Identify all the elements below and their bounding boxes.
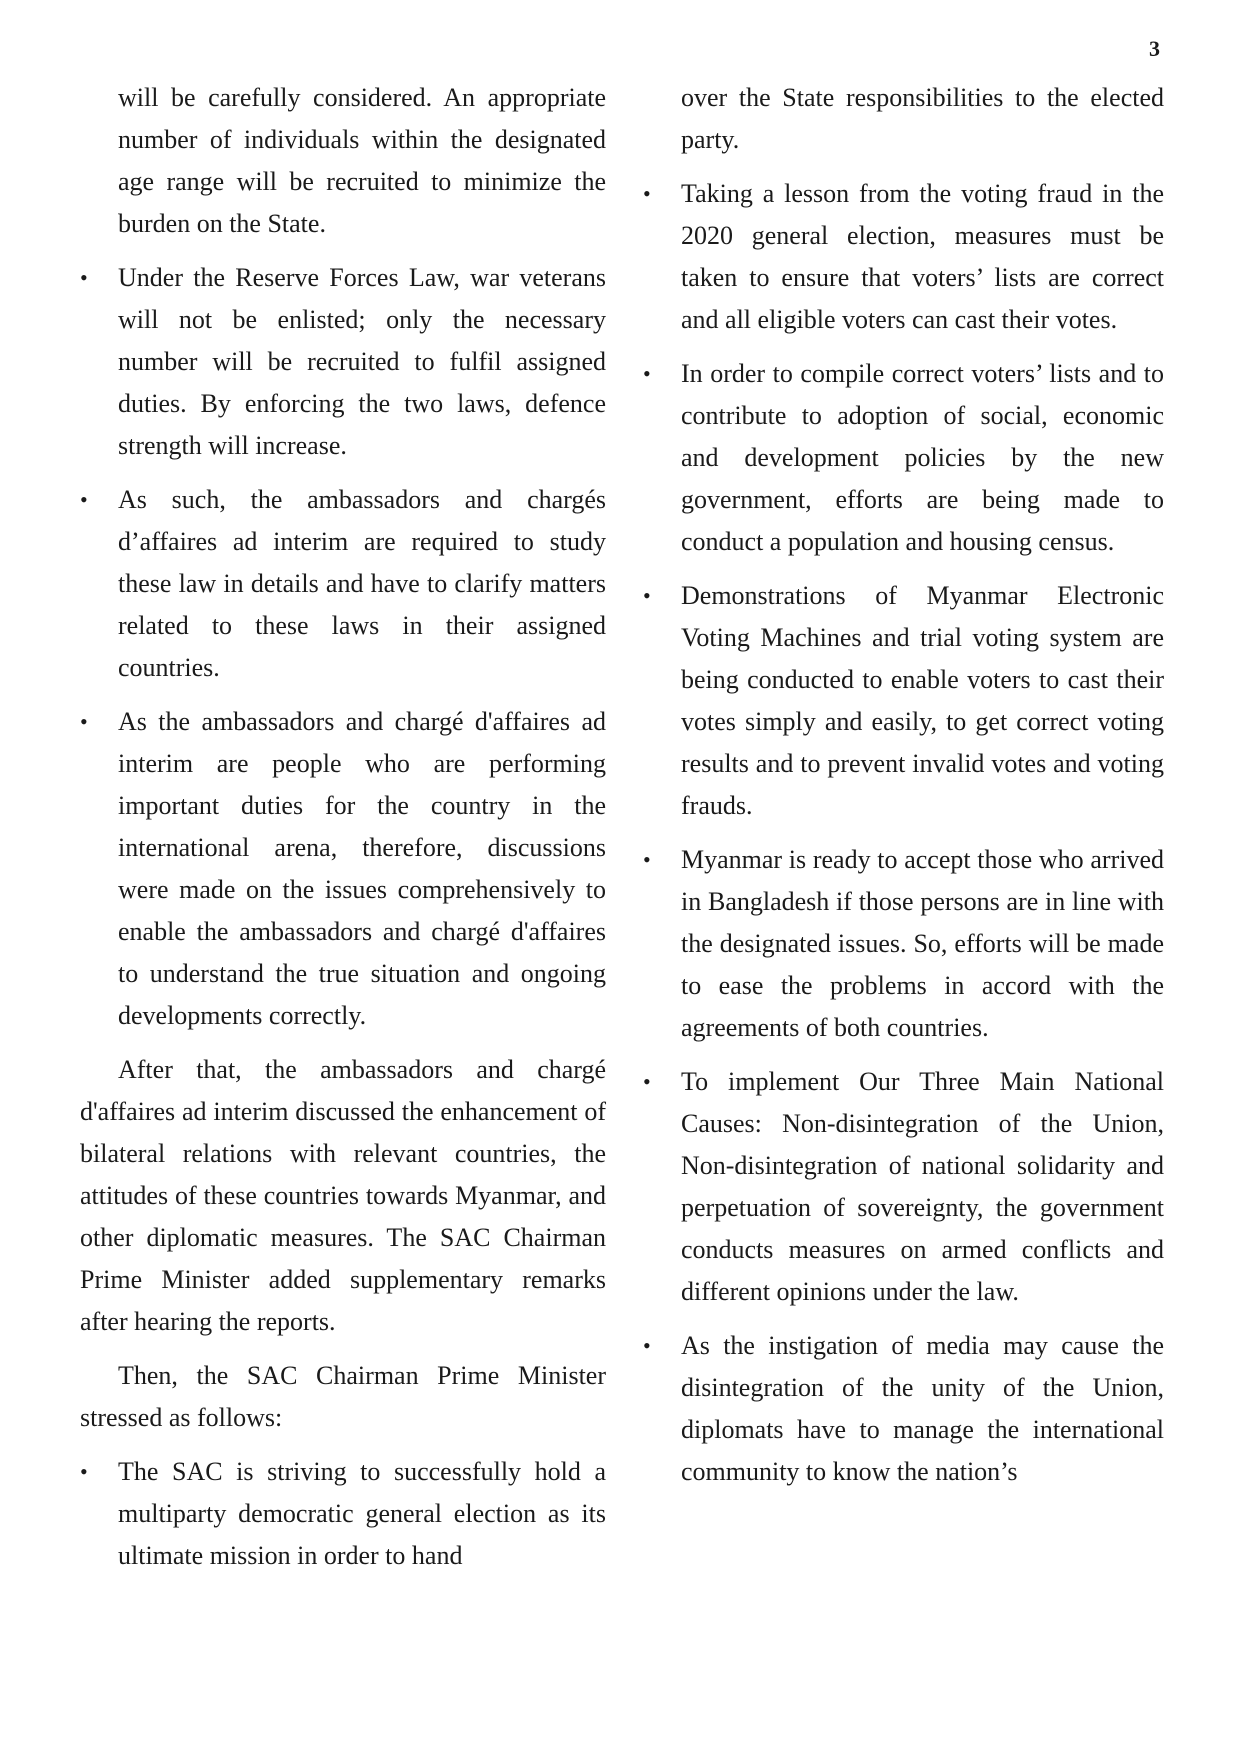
body-paragraph: Then, the SAC Chairman Prime Minister stressed as follows: bbox=[80, 1361, 606, 1432]
bullet-text: Taking a lesson from the voting fraud in the 2020 general election, measures must be taken to ensure that voters’ lists are correct and all eligible voters can cast their votes. bbox=[681, 179, 1164, 334]
bullet-icon: • bbox=[643, 847, 651, 872]
bullet-icon: • bbox=[80, 1459, 88, 1484]
bullet-item bbox=[80, 257, 606, 467]
continued-text: will be carefully considered. An appropriate number of individuals within the designated age range will be recruited to minimize the burden on the State. bbox=[118, 83, 606, 238]
bullet-icon: • bbox=[643, 1069, 651, 1094]
bullet-item bbox=[80, 479, 606, 689]
right-column bbox=[643, 77, 1164, 1505]
bullet-item bbox=[643, 173, 1164, 341]
bullet-icon: • bbox=[80, 709, 88, 734]
bullet-item bbox=[643, 575, 1164, 827]
left-column bbox=[80, 77, 606, 1589]
bullet-text: In order to compile correct voters’ lists and to contribute to adoption of social, economic and development policies by the new government, efforts are being made to conduct a population and housing census. bbox=[681, 359, 1164, 556]
bullet-text: The SAC is striving to successfully hold a multiparty democratic general election as its ultimate mission in order to hand bbox=[118, 1457, 606, 1570]
bullet-icon: • bbox=[643, 181, 651, 206]
bullet-text: Under the Reserve Forces Law, war veterans will not be enlisted; only the necessary number will be recruited to fulfil assigned duties. By enforcing the two laws, defence strength will increase. bbox=[118, 263, 606, 460]
bullet-text: As the instigation of media may cause the disintegration of the unity of the Union, diplomats have to manage the international community to know the nation’s bbox=[681, 1331, 1164, 1486]
bullet-item bbox=[80, 1451, 606, 1577]
bullet-item bbox=[643, 1325, 1164, 1493]
bullet-text: To implement Our Three Main National Causes: Non-disintegration of the Union, Non-disintegration of national solidarity and perpetuation of sovereignty, the government conducts measures on armed conflicts and different opinions under the law. bbox=[681, 1067, 1164, 1306]
bullet-icon: • bbox=[643, 361, 651, 386]
bullet-icon: • bbox=[80, 265, 88, 290]
bullet-item bbox=[80, 701, 606, 1037]
bullet-icon: • bbox=[80, 487, 88, 512]
bullet-text: Demonstrations of Myanmar Electronic Voting Machines and trial voting system are being conducted to enable voters to cast their votes simply and easily, to get correct voting results and to prevent invalid votes and voting frauds. bbox=[681, 581, 1164, 820]
body-paragraph: After that, the ambassadors and chargé d'affaires ad interim discussed the enhancement of bilateral relations with relevant countries, the attitudes of these countries towards Myanmar, and other diplomatic measures. The SAC Chairman Prime Minister added supplementary remarks after hearing the reports. bbox=[80, 1055, 606, 1336]
bullet-text: As such, the ambassadors and chargés d’affaires ad interim are required to study these law in details and have to clarify matters related to these laws in their assigned countries. bbox=[118, 485, 606, 682]
bullet-text: As the ambassadors and chargé d'affaires ad interim are people who are performing important duties for the country in the international arena, therefore, discussions were made on the issues comprehensively to enable the ambassadors and chargé d'affaires to understand the true situation and ongoing developments correctly. bbox=[118, 707, 606, 1030]
bullet-icon: • bbox=[643, 1333, 651, 1358]
bullet-text: Myanmar is ready to accept those who arrived in Bangladesh if those persons are in line with the designated issues. So, efforts will be made to ease the problems in accord with the agreements of both countries. bbox=[681, 845, 1164, 1042]
bullet-icon: • bbox=[643, 583, 651, 608]
bullet-item bbox=[643, 839, 1164, 1049]
page-number: 3 bbox=[1149, 36, 1160, 61]
bullet-item bbox=[643, 353, 1164, 563]
continued-text: over the State responsibilities to the elected party. bbox=[681, 83, 1164, 154]
bullet-item bbox=[643, 1061, 1164, 1313]
